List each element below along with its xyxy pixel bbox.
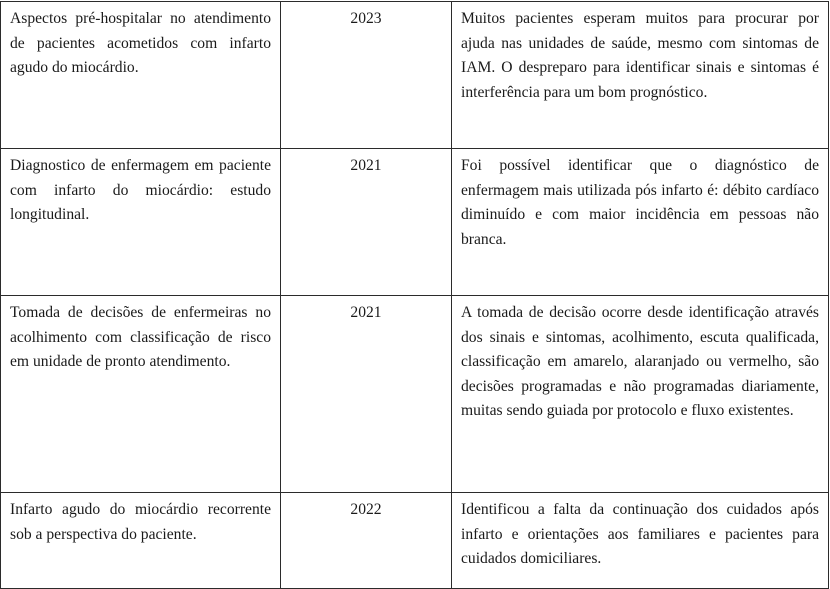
study-title-cell: Tomada de decisões de enfermeiras no acolhimento com classificação de risco em unidade de pronto atendimento. <box>1 296 281 493</box>
study-result-cell: Identificou a falta da continuação dos cuidados após infarto e orientações aos familiares e pacientes para cuidados domiciliares. <box>452 493 829 589</box>
study-result-cell: Muitos pacientes esperam muitos para procurar por ajuda nas unidades de saúde, mesmo com sintomas de IAM. O despreparo para identificar sinais e sintomas é interferência para um bom prognóstico. <box>452 2 829 149</box>
study-title-cell: Infarto agudo do miocárdio recorrente sob a perspectiva do paciente. <box>1 493 281 589</box>
study-year-cell: 2022 <box>281 493 452 589</box>
study-year-cell: 2021 <box>281 296 452 493</box>
table-row <box>1 296 829 493</box>
studies-table <box>0 1 829 589</box>
study-title-cell: Diagnostico de enfermagem em paciente com infarto do miocárdio: estudo longitudinal. <box>1 149 281 296</box>
study-year-cell: 2021 <box>281 149 452 296</box>
table-row <box>1 493 829 589</box>
study-result-cell: A tomada de decisão ocorre desde identificação através dos sinais e sintomas, acolhimento, escuta qualificada, classificação em amarelo, alaranjado ou vermelho, são decisões programadas e não programadas diariamente, muitas sendo guiada por protocolo e fluxo existentes. <box>452 296 829 493</box>
table-row <box>1 2 829 149</box>
table-row <box>1 149 829 296</box>
study-title-cell: Aspectos pré-hospitalar no atendimento de pacientes acometidos com infarto agudo do miocárdio. <box>1 2 281 149</box>
study-result-cell: Foi possível identificar que o diagnóstico de enfermagem mais utilizada pós infarto é: débito cardíaco diminuído e com maior incidência em pessoas não branca. <box>452 149 829 296</box>
study-year-cell: 2023 <box>281 2 452 149</box>
